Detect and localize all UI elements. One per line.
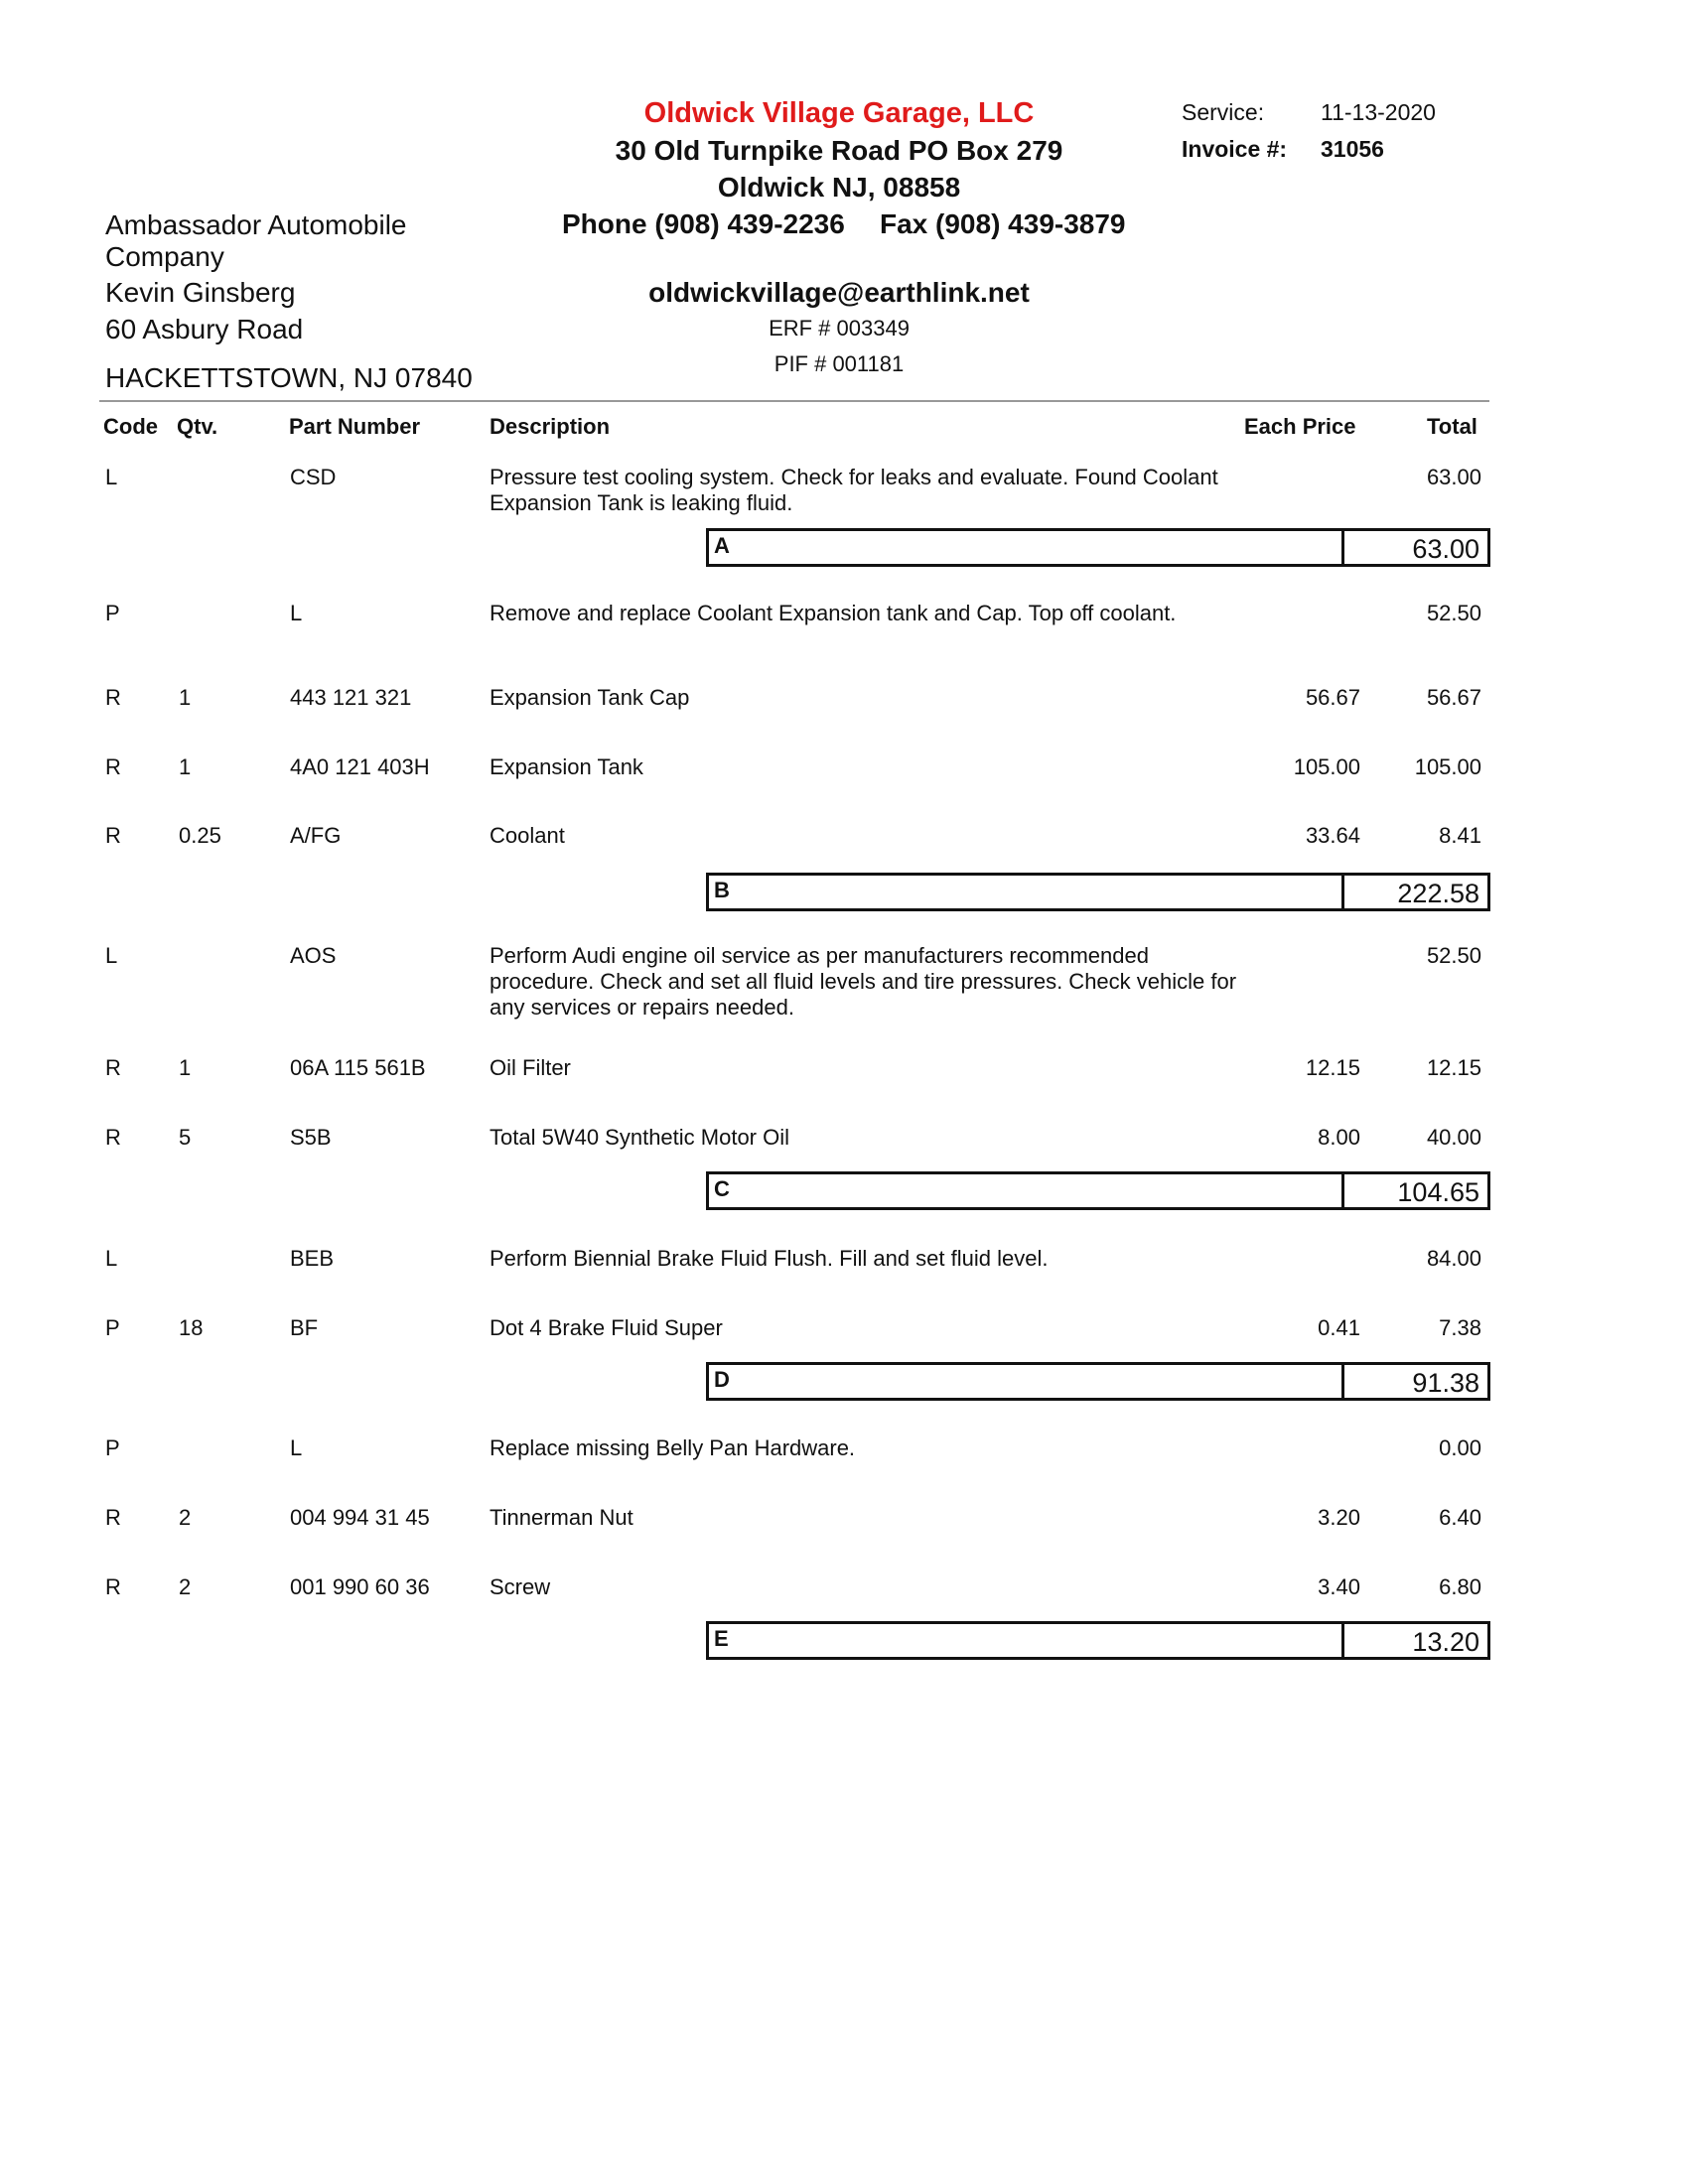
col-header-total: Total <box>1427 414 1477 439</box>
subtotal-box <box>706 1362 1490 1401</box>
row-code: R <box>105 1125 121 1150</box>
row-each-price: 0.41 <box>1318 1315 1360 1340</box>
row-description: Screw <box>490 1574 551 1599</box>
row-description: Replace missing Belly Pan Hardware. <box>490 1435 856 1460</box>
subtotal-letter: A <box>714 533 730 558</box>
garage-phone: Phone (908) 439-2236 <box>562 208 845 239</box>
subtotal-divider <box>1341 1624 1344 1657</box>
subtotal-letter: B <box>714 878 730 902</box>
header-divider <box>99 400 1489 402</box>
garage-pif: PIF # 001181 <box>774 351 905 376</box>
col-header-description: Description <box>490 414 611 439</box>
row-qty: 2 <box>179 1574 192 1599</box>
row-description: Perform Audi engine oil service as per manufacturers recommended procedure. Check and set all fluid levels and tire pressures. Check vehicle for any services or repairs needed. <box>490 943 1237 1020</box>
row-code: R <box>105 823 121 848</box>
garage-email: oldwickvillage@earthlink.net <box>648 277 1030 308</box>
row-total: 6.80 <box>1439 1574 1481 1599</box>
row-each-price: 33.64 <box>1305 823 1360 848</box>
row-qty: 5 <box>179 1125 192 1150</box>
row-qty: 0.25 <box>179 823 221 848</box>
customer-city-state-zip: HACKETTSTOWN, NJ 07840 <box>105 362 473 393</box>
customer-company-line1: Ambassador Automobile <box>105 209 407 240</box>
row-each-price: 56.67 <box>1305 685 1360 710</box>
row-description: Expansion Tank <box>490 754 643 779</box>
row-total: 84.00 <box>1426 1246 1481 1271</box>
subtotal-box <box>706 1621 1490 1660</box>
row-qty: 2 <box>179 1505 192 1530</box>
subtotal-amount: 91.38 <box>1412 1368 1479 1398</box>
service-date: 11-13-2020 <box>1321 99 1436 125</box>
row-description: Remove and replace Coolant Expansion tank and Cap. Top off coolant. <box>490 601 1177 625</box>
row-total: 52.50 <box>1426 601 1481 625</box>
invoice-label: Invoice #: <box>1182 136 1288 162</box>
row-code: R <box>105 754 121 779</box>
subtotal-divider <box>1341 531 1344 564</box>
row-total: 105.00 <box>1414 754 1481 779</box>
row-code: L <box>105 1246 118 1271</box>
customer-street: 60 Asbury Road <box>105 314 304 344</box>
col-header-qty: Qtv. <box>177 414 218 439</box>
row-total: 0.00 <box>1439 1435 1481 1460</box>
row-total: 8.41 <box>1439 823 1481 848</box>
row-each-price: 3.20 <box>1318 1505 1360 1530</box>
subtotal-amount: 104.65 <box>1397 1177 1479 1207</box>
col-header-part: Part Number <box>289 414 421 439</box>
customer-contact: Kevin Ginsberg <box>105 277 296 308</box>
col-header-code: Code <box>103 414 158 439</box>
row-part-number: 4A0 121 403H <box>290 754 430 779</box>
row-code: P <box>105 1435 120 1460</box>
invoice-number: 31056 <box>1321 136 1384 162</box>
row-qty: 1 <box>179 1055 192 1080</box>
garage-name: Oldwick Village Garage, LLC <box>643 97 1035 129</box>
subtotal-amount: 13.20 <box>1412 1627 1479 1657</box>
service-label: Service: <box>1182 99 1265 125</box>
subtotal-box <box>706 873 1490 911</box>
row-total: 12.15 <box>1426 1055 1481 1080</box>
row-code: R <box>105 1574 121 1599</box>
row-code: L <box>105 465 118 489</box>
row-part-number: 06A 115 561B <box>290 1055 426 1080</box>
row-part-number: L <box>290 1435 303 1460</box>
subtotal-divider <box>1341 1365 1344 1398</box>
row-each-price: 8.00 <box>1318 1125 1360 1150</box>
row-part-number: AOS <box>290 943 337 968</box>
row-qty: 18 <box>179 1315 204 1340</box>
row-part-number: 004 994 31 45 <box>290 1505 430 1530</box>
row-total: 52.50 <box>1426 943 1481 968</box>
subtotal-letter: C <box>714 1176 730 1201</box>
row-total: 6.40 <box>1439 1505 1481 1530</box>
row-qty: 1 <box>179 685 192 710</box>
col-header-each-price: Each Price <box>1244 414 1356 439</box>
row-part-number: 001 990 60 36 <box>290 1574 430 1599</box>
row-each-price: 105.00 <box>1293 754 1360 779</box>
subtotal-amount: 63.00 <box>1412 534 1479 564</box>
row-total: 40.00 <box>1426 1125 1481 1150</box>
customer-company-line2: Company <box>105 241 224 272</box>
row-part-number: BEB <box>290 1246 335 1271</box>
row-description: Perform Biennial Brake Fluid Flush. Fill and set fluid level. <box>490 1246 1049 1271</box>
garage-erf: ERF # 003349 <box>769 316 910 341</box>
subtotal-divider <box>1341 1174 1344 1207</box>
garage-city: Oldwick NJ, 08858 <box>717 172 961 203</box>
row-description: Expansion Tank Cap <box>490 685 690 710</box>
row-each-price: 3.40 <box>1318 1574 1360 1599</box>
row-description: Total 5W40 Synthetic Motor Oil <box>490 1125 790 1150</box>
row-code: L <box>105 943 118 968</box>
row-description: Coolant <box>490 823 565 848</box>
garage-fax: Fax (908) 439-3879 <box>880 208 1126 239</box>
row-qty: 1 <box>179 754 192 779</box>
row-code: R <box>105 1505 121 1530</box>
row-part-number: S5B <box>290 1125 332 1150</box>
row-part-number: BF <box>290 1315 319 1340</box>
row-each-price: 12.15 <box>1305 1055 1360 1080</box>
row-code: P <box>105 1315 120 1340</box>
subtotal-amount: 222.58 <box>1397 879 1479 908</box>
subtotal-box <box>706 528 1490 567</box>
row-part-number: L <box>290 601 303 625</box>
row-description: Tinnerman Nut <box>490 1505 633 1530</box>
row-description: Dot 4 Brake Fluid Super <box>490 1315 723 1340</box>
row-code: R <box>105 685 121 710</box>
subtotal-divider <box>1341 876 1344 908</box>
row-total: 56.67 <box>1426 685 1481 710</box>
row-description: Oil Filter <box>490 1055 571 1080</box>
subtotal-box <box>706 1171 1490 1210</box>
row-part-number: 443 121 321 <box>290 685 412 710</box>
row-code: R <box>105 1055 121 1080</box>
row-code: P <box>105 601 120 625</box>
garage-address: 30 Old Turnpike Road PO Box 279 <box>615 135 1063 166</box>
row-total: 7.38 <box>1439 1315 1481 1340</box>
row-part-number: A/FG <box>290 823 342 848</box>
subtotal-letter: D <box>714 1367 730 1392</box>
row-part-number: CSD <box>290 465 337 489</box>
subtotal-letter: E <box>714 1626 729 1651</box>
row-description: Pressure test cooling system. Check for leaks and evaluate. Found Coolant Expansion Tank is leaking fluid. <box>490 465 1218 515</box>
row-total: 63.00 <box>1426 465 1481 489</box>
